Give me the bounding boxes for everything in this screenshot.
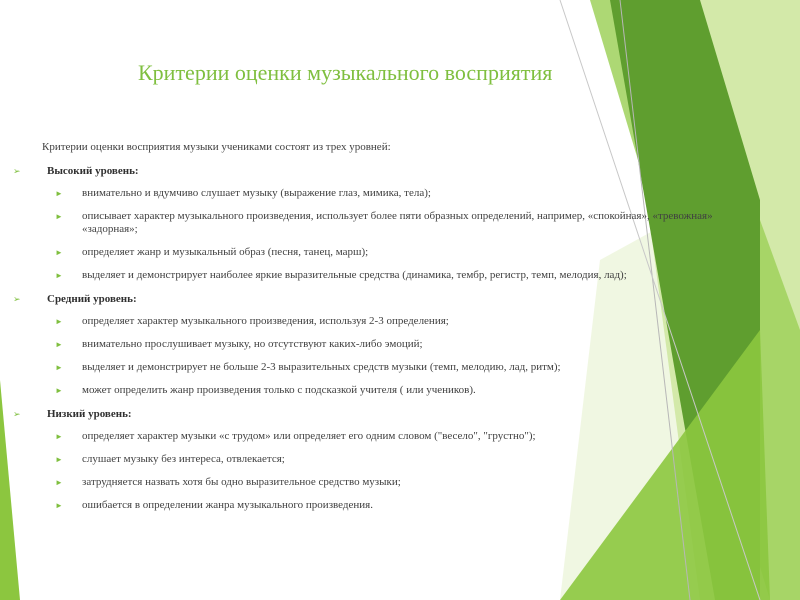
- list-item: [0, 187, 770, 200]
- arrowhead-bullet-icon: ►: [55, 189, 63, 198]
- list-item: [0, 499, 770, 512]
- list-item-text: может определить жанр произведения только с подсказкой учителя ( или учеников).: [82, 384, 476, 396]
- list-item: [0, 338, 770, 351]
- arrowhead-bullet-icon: ►: [55, 248, 63, 257]
- list-item-text: определяет характер музыки «с трудом» или определяет его одним словом ("весело", "грустно");: [82, 430, 536, 442]
- list-item-text: слушает музыку без интереса, отвлекается;: [82, 453, 285, 465]
- level-medium: [0, 292, 800, 397]
- list-item-text: определяет характер музыкального произведения, используя 2-3 определения;: [82, 315, 449, 327]
- level-heading-text: Высокий уровень:: [47, 165, 139, 177]
- level-heading-text: Средний уровень:: [47, 293, 137, 305]
- level-heading-text: Низкий уровень:: [47, 408, 132, 420]
- list-item: [0, 269, 770, 282]
- level-high: [0, 164, 800, 282]
- arrowhead-bullet-icon: ►: [55, 478, 63, 487]
- list-item-text: затрудняется назвать хотя бы одно выразительное средство музыки;: [82, 476, 401, 488]
- level-heading: [0, 292, 800, 306]
- list-item: [0, 246, 770, 259]
- arrowhead-bullet-icon: ►: [55, 271, 63, 280]
- arrowhead-bullet-icon: ►: [55, 363, 63, 372]
- list-item: [0, 476, 770, 489]
- arrow-bullet-icon: ➢: [13, 294, 21, 304]
- list-item: [0, 315, 770, 328]
- level-heading: [0, 407, 800, 421]
- list-item-text: внимательно и вдумчиво слушает музыку (выражение глаз, мимика, тела);: [82, 187, 431, 199]
- arrowhead-bullet-icon: ►: [55, 317, 63, 326]
- arrowhead-bullet-icon: ►: [55, 501, 63, 510]
- list-item: [0, 210, 770, 236]
- levels-list: [0, 160, 800, 522]
- list-item: [0, 384, 770, 397]
- list-item-text: описывает характер музыкального произведения, использует более пяти образных определений, например, «спокойная», «тревожная» «задорная»;: [82, 210, 713, 235]
- arrowhead-bullet-icon: ►: [55, 340, 63, 349]
- arrow-bullet-icon: ➢: [13, 166, 21, 176]
- list-item-text: выделяет и демонстрирует не больше 2-3 выразительных средств музыки (темп, мелодию, лад, ритм);: [82, 361, 561, 373]
- list-item: [0, 361, 770, 374]
- arrowhead-bullet-icon: ►: [55, 212, 63, 221]
- intro-text: Критерии оценки восприятия музыки учениками состоят из трех уровней:: [42, 141, 391, 153]
- arrowhead-bullet-icon: ►: [55, 455, 63, 464]
- list-item-text: внимательно прослушивает музыку, но отсутствуют каких-либо эмоций;: [82, 338, 423, 350]
- list-item-text: выделяет и демонстрирует наиболее яркие выразительные средства (динамика, тембр, регистр, темп, мелодия, лад);: [82, 269, 627, 281]
- level-low: [0, 407, 800, 512]
- arrow-bullet-icon: ➢: [13, 409, 21, 419]
- list-item: [0, 430, 770, 443]
- level-heading: [0, 164, 800, 178]
- list-item: [0, 453, 770, 466]
- arrowhead-bullet-icon: ►: [55, 432, 63, 441]
- arrowhead-bullet-icon: ►: [55, 386, 63, 395]
- list-item-text: определяет жанр и музыкальный образ (песня, танец, марш);: [82, 246, 369, 258]
- list-item-text: ошибается в определении жанра музыкального произведения.: [82, 499, 373, 511]
- slide-title: Критерии оценки музыкального восприятия: [138, 60, 553, 85]
